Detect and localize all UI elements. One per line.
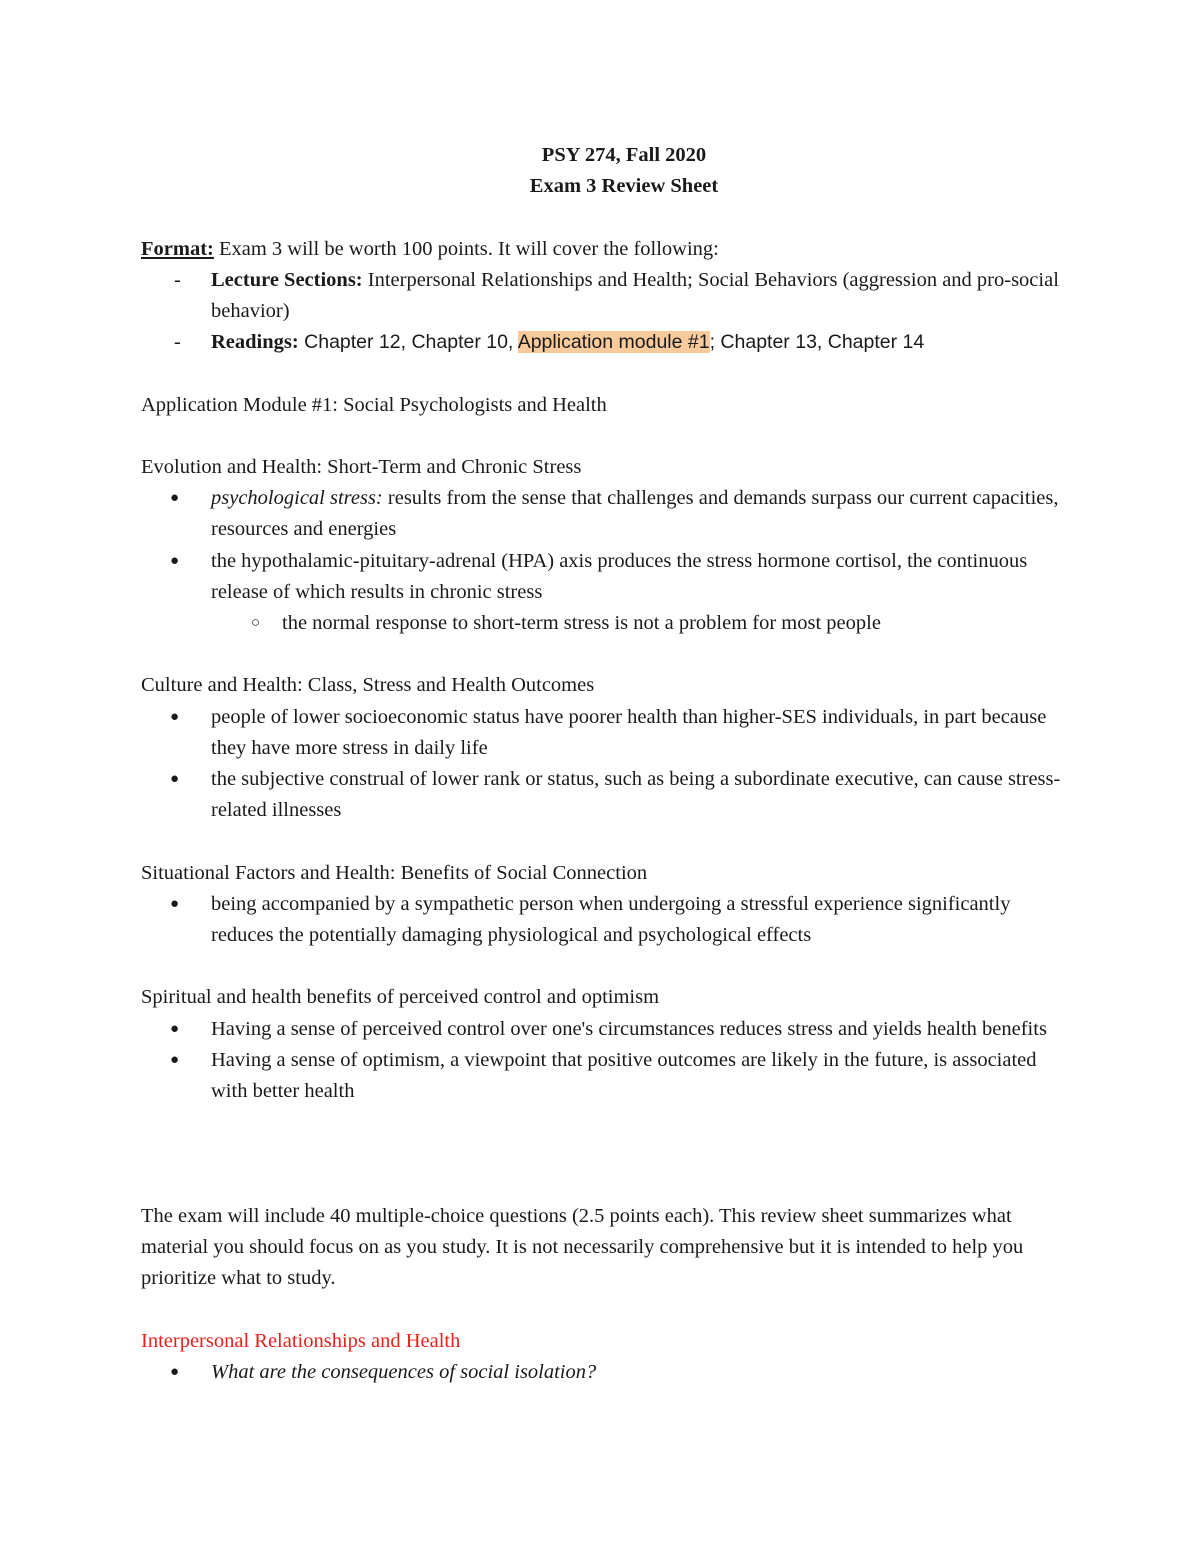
readings-text-after: ; Chapter 13, Chapter 14: [709, 331, 925, 354]
list-item-text: people of lower socioeconomic status have poorer health than higher-SES individuals, in part because they have more stress in daily life: [211, 705, 1047, 759]
filled-circle-bullet-icon: ●: [170, 1363, 180, 1380]
course-title: PSY 274, Fall 2020: [541, 144, 707, 166]
list-item-text: the subjective construal of lower rank or status, such as being a subordinate executive, can cause stress-related illnesses: [211, 768, 1061, 822]
list-item: [141, 889, 1071, 951]
lecture-sections-text: Interpersonal Relationships and Health; Social Behaviors (aggression and pro-social behavior): [211, 268, 1059, 322]
bullet-list: [141, 483, 1071, 608]
format-label: Format:: [141, 237, 214, 260]
readings-label: Readings:: [211, 331, 299, 354]
filled-circle-bullet-icon: ●: [170, 490, 180, 507]
exam-note: The exam will include 40 multiple-choice questions (2.5 points each). This review sheet summarizes what material you should focus on as you study. It is not necessarily comprehensive but it is intended to help you prioritize what to study.: [141, 1204, 1024, 1290]
document-page: [141, 140, 1071, 1388]
bullet-list: [141, 702, 1071, 827]
topic-heading: Interpersonal Relationships and Health: [141, 1329, 461, 1352]
section-heading: Culture and Health: Class, Stress and Health Outcomes: [141, 674, 595, 697]
list-item: [141, 546, 1071, 608]
format-text: Exam 3 will be worth 100 points. It will cover the following:: [213, 237, 719, 260]
lecture-sections-label: Lecture Sections:: [211, 268, 363, 291]
format-line: [141, 234, 1071, 265]
filled-circle-bullet-icon: ●: [170, 1051, 180, 1068]
list-item: [141, 1045, 1071, 1107]
list-item: [141, 1357, 1071, 1388]
section-heading: Spiritual and health benefits of perceived control and optimism: [141, 986, 660, 1009]
module-heading: Application Module #1: Social Psychologists and Health: [141, 393, 607, 416]
list-item-text: Having a sense of optimism, a viewpoint that positive outcomes are likely in the future, is associated with better health: [211, 1048, 1037, 1102]
readings-text-before: Chapter 12, Chapter 10,: [298, 331, 518, 354]
filled-circle-bullet-icon: ●: [170, 708, 180, 725]
hollow-circle-bullet-icon: ○: [251, 615, 261, 631]
list-item: [141, 265, 1071, 327]
bullet-list: [141, 889, 1071, 951]
list-item-text: being accompanied by a sympathetic person when undergoing a stressful experience significantly reduces the potentially damaging physiological and psychological effects: [211, 892, 1011, 946]
bullet-list: [141, 1014, 1071, 1108]
sub-bullet-list: [141, 608, 1071, 639]
list-item: [141, 702, 1071, 764]
list-item: [141, 327, 1071, 358]
filled-circle-bullet-icon: ●: [170, 895, 180, 912]
document-title: Exam 3 Review Sheet: [529, 175, 719, 198]
list-item-text: the hypothalamic-pituitary-adrenal (HPA) axis produces the stress hormone cortisol, the continuous release of which results in chronic stress: [211, 549, 1028, 603]
question-list: [141, 1357, 1071, 1388]
section-heading: Situational Factors and Health: Benefits of Social Connection: [141, 861, 648, 884]
highlighted-reading: Application module #1: [517, 331, 710, 354]
filled-circle-bullet-icon: ●: [170, 552, 180, 569]
format-list: [141, 265, 1071, 359]
list-item-text: Having a sense of perceived control over one's circumstances reduces stress and yields health benefits: [211, 1017, 1047, 1040]
filled-circle-bullet-icon: ●: [170, 1020, 180, 1037]
list-item: [141, 608, 1071, 639]
list-item-text: the normal response to short-term stress is not a problem for most people: [282, 612, 881, 634]
term: psychological stress:: [211, 487, 383, 510]
dash-bullet-icon: -: [174, 268, 181, 291]
term-definition: results from the sense that challenges and demands surpass our current capacities, resources and energies: [211, 487, 1059, 541]
list-item: [141, 1014, 1071, 1045]
study-question: What are the consequences of social isolation?: [211, 1360, 597, 1383]
section-heading: Evolution and Health: Short-Term and Chronic Stress: [141, 455, 582, 478]
dash-bullet-icon: -: [174, 331, 181, 354]
list-item: [141, 764, 1071, 826]
filled-circle-bullet-icon: ●: [170, 771, 180, 787]
list-item: [141, 483, 1071, 545]
